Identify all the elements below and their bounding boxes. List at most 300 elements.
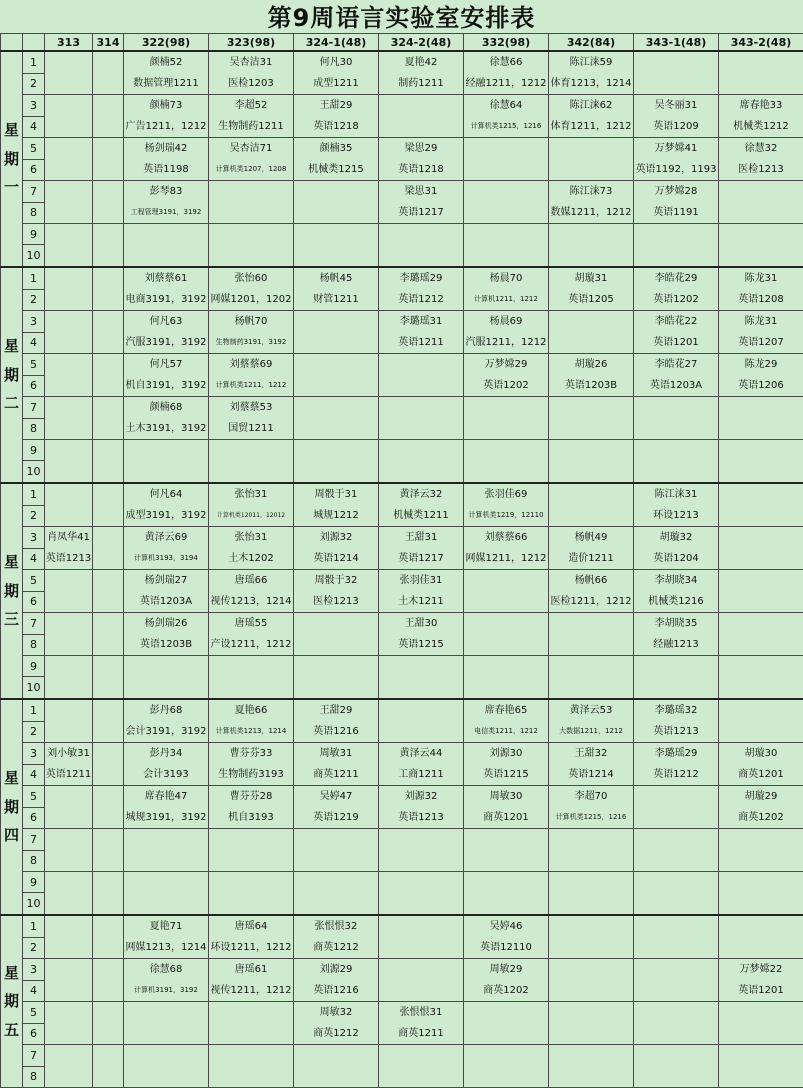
class-group bbox=[464, 591, 548, 612]
class-group bbox=[45, 461, 92, 482]
slot-cell bbox=[719, 743, 803, 786]
teacher-count bbox=[124, 872, 208, 893]
slot-cell bbox=[124, 1045, 209, 1088]
room-header: 332(98) bbox=[464, 34, 549, 52]
slot-cell bbox=[45, 440, 93, 484]
day-label-char: 三 bbox=[1, 605, 22, 634]
teacher-count: 曹芬芬33 bbox=[209, 743, 293, 764]
period-number: 2 bbox=[23, 937, 45, 959]
teacher-count: 陈江涞59 bbox=[549, 52, 633, 73]
slot-cell bbox=[634, 354, 719, 397]
teacher-count: 周敏32 bbox=[294, 1002, 378, 1023]
class-group: 数据管理1211 bbox=[124, 73, 208, 94]
class-group: 环设1213 bbox=[634, 505, 718, 526]
class-group bbox=[634, 73, 718, 94]
slot-cell bbox=[549, 311, 634, 354]
slot-cell bbox=[93, 527, 124, 570]
class-group: 英语1191 bbox=[634, 202, 718, 223]
slot-cell bbox=[294, 181, 379, 224]
teacher-count: 刘蔡蔡61 bbox=[124, 268, 208, 289]
period-number: 2 bbox=[23, 505, 45, 527]
corner-cell bbox=[1, 34, 23, 52]
period-row bbox=[1, 786, 803, 808]
slot-cell bbox=[124, 570, 209, 613]
slot-cell bbox=[549, 51, 634, 95]
room-header: 324-2(48) bbox=[379, 34, 464, 52]
class-group: 商英1202 bbox=[719, 807, 803, 828]
teacher-count: 徐慧66 bbox=[464, 52, 548, 73]
slot-cell bbox=[719, 267, 803, 311]
teacher-count bbox=[719, 829, 803, 850]
class-group bbox=[45, 893, 92, 914]
slot-cell bbox=[719, 527, 803, 570]
teacher-count bbox=[549, 959, 633, 980]
slot-cell bbox=[634, 915, 719, 959]
class-group bbox=[93, 591, 123, 612]
slot-cell bbox=[93, 656, 124, 700]
slot-cell bbox=[379, 181, 464, 224]
period-number: 6 bbox=[23, 1023, 45, 1045]
class-group bbox=[549, 634, 633, 655]
class-group: 商英1212 bbox=[294, 1023, 378, 1044]
slot-cell bbox=[549, 570, 634, 613]
room-header-row bbox=[1, 34, 803, 52]
class-group: 英语1207 bbox=[719, 332, 803, 353]
teacher-count bbox=[209, 1045, 293, 1066]
period-number: 4 bbox=[23, 548, 45, 570]
slot-cell bbox=[634, 959, 719, 1002]
slot-cell bbox=[294, 138, 379, 181]
slot-cell bbox=[634, 613, 719, 656]
teacher-count bbox=[464, 656, 548, 677]
slot-cell bbox=[549, 138, 634, 181]
class-group bbox=[124, 677, 208, 698]
teacher-count: 张恨恨31 bbox=[379, 1002, 463, 1023]
class-group: 数媒1211，1212 bbox=[549, 202, 633, 223]
period-number: 4 bbox=[23, 116, 45, 138]
class-group: 英语1215 bbox=[379, 634, 463, 655]
slot-cell bbox=[124, 440, 209, 484]
class-group bbox=[634, 807, 718, 828]
teacher-count: 李皓花27 bbox=[634, 354, 718, 375]
class-group bbox=[93, 807, 123, 828]
teacher-count bbox=[379, 224, 463, 245]
slot-cell bbox=[464, 138, 549, 181]
period-number: 8 bbox=[23, 202, 45, 224]
teacher-count bbox=[45, 613, 92, 634]
period-row bbox=[1, 915, 803, 937]
day-label-char: 期 bbox=[1, 793, 22, 822]
teacher-count bbox=[93, 311, 123, 332]
slot-cell bbox=[379, 699, 464, 743]
slot-cell bbox=[45, 1002, 93, 1045]
teacher-count bbox=[209, 224, 293, 245]
teacher-count: 陈龙31 bbox=[719, 311, 803, 332]
class-group: 计算机类1219，12110 bbox=[464, 505, 548, 526]
class-group bbox=[93, 505, 123, 526]
class-group bbox=[464, 1023, 548, 1044]
teacher-count: 何凡57 bbox=[124, 354, 208, 375]
class-group bbox=[45, 202, 92, 223]
class-group bbox=[719, 1066, 803, 1087]
class-group: 英语1219 bbox=[294, 807, 378, 828]
slot-cell bbox=[464, 483, 549, 527]
teacher-count: 刘源30 bbox=[464, 743, 548, 764]
slot-cell bbox=[93, 915, 124, 959]
teacher-count bbox=[93, 786, 123, 807]
teacher-count bbox=[719, 52, 803, 73]
teacher-count bbox=[45, 829, 92, 850]
teacher-count: 吴冬丽31 bbox=[634, 95, 718, 116]
slot-cell bbox=[464, 1002, 549, 1045]
class-group: 土木1202 bbox=[209, 548, 293, 569]
class-group bbox=[719, 677, 803, 698]
class-group bbox=[549, 1066, 633, 1087]
period-row bbox=[1, 570, 803, 592]
class-group bbox=[93, 548, 123, 569]
class-group: 英语1203A bbox=[634, 375, 718, 396]
period-number: 6 bbox=[23, 591, 45, 613]
class-group bbox=[93, 634, 123, 655]
slot-cell bbox=[93, 397, 124, 440]
slot-cell bbox=[379, 1002, 464, 1045]
class-group bbox=[294, 332, 378, 353]
teacher-count: 彭丹68 bbox=[124, 700, 208, 721]
slot-cell bbox=[294, 224, 379, 268]
slot-cell bbox=[45, 829, 93, 872]
teacher-count bbox=[719, 570, 803, 591]
class-group bbox=[294, 375, 378, 396]
teacher-count: 周敏30 bbox=[464, 786, 548, 807]
slot-cell bbox=[719, 483, 803, 527]
teacher-count: 夏艳71 bbox=[124, 916, 208, 937]
slot-cell bbox=[719, 872, 803, 916]
slot-cell bbox=[294, 915, 379, 959]
period-number: 8 bbox=[23, 418, 45, 440]
teacher-count bbox=[549, 311, 633, 332]
period-number: 2 bbox=[23, 73, 45, 95]
slot-cell bbox=[464, 959, 549, 1002]
teacher-count: 肖凤华41 bbox=[45, 527, 92, 548]
period-row bbox=[1, 224, 803, 245]
class-group: 英语1201 bbox=[719, 980, 803, 1001]
teacher-count: 唐瑶66 bbox=[209, 570, 293, 591]
teacher-count bbox=[45, 484, 92, 505]
class-group bbox=[634, 677, 718, 698]
teacher-count: 胡璇29 bbox=[719, 786, 803, 807]
class-group: 英语1213 bbox=[45, 548, 92, 569]
class-group bbox=[719, 245, 803, 266]
class-group bbox=[549, 505, 633, 526]
class-group: 体育1211，1212 bbox=[549, 116, 633, 137]
slot-cell bbox=[549, 1002, 634, 1045]
class-group: 英语1213 bbox=[379, 807, 463, 828]
class-group bbox=[294, 461, 378, 482]
slot-cell bbox=[464, 872, 549, 916]
class-group bbox=[719, 721, 803, 742]
slot-cell bbox=[294, 440, 379, 484]
period-number: 8 bbox=[23, 850, 45, 872]
slot-cell bbox=[209, 959, 294, 1002]
teacher-count bbox=[379, 959, 463, 980]
slot-cell bbox=[464, 267, 549, 311]
teacher-count bbox=[209, 829, 293, 850]
slot-cell bbox=[719, 138, 803, 181]
class-group bbox=[93, 461, 123, 482]
class-group bbox=[719, 937, 803, 958]
day-label-char: 期 bbox=[1, 145, 22, 174]
slot-cell bbox=[93, 872, 124, 916]
class-group: 产设1211，1212 bbox=[209, 634, 293, 655]
class-group: 英语1216 bbox=[294, 980, 378, 1001]
slot-cell bbox=[549, 915, 634, 959]
teacher-count bbox=[93, 527, 123, 548]
class-group bbox=[45, 1066, 92, 1087]
slot-cell bbox=[634, 267, 719, 311]
slot-cell bbox=[93, 570, 124, 613]
teacher-count: 刘源32 bbox=[379, 786, 463, 807]
teacher-count bbox=[634, 916, 718, 937]
slot-cell bbox=[719, 570, 803, 613]
period-row bbox=[1, 743, 803, 765]
slot-cell bbox=[93, 95, 124, 138]
slot-cell bbox=[464, 613, 549, 656]
day-label-char: 二 bbox=[1, 389, 22, 418]
slot-cell bbox=[549, 613, 634, 656]
teacher-count bbox=[549, 1002, 633, 1023]
room-header: 324-1(48) bbox=[294, 34, 379, 52]
slot-cell bbox=[634, 786, 719, 829]
class-group: 计算机类1207，1208 bbox=[209, 159, 293, 180]
teacher-count bbox=[93, 95, 123, 116]
teacher-count bbox=[719, 613, 803, 634]
slot-cell bbox=[379, 915, 464, 959]
room-header: 343-2(48) bbox=[719, 34, 803, 52]
period-number: 6 bbox=[23, 807, 45, 829]
teacher-count: 陈龙31 bbox=[719, 268, 803, 289]
slot-cell bbox=[209, 311, 294, 354]
class-group: 视传1213，1214 bbox=[209, 591, 293, 612]
teacher-count bbox=[464, 1045, 548, 1066]
slot-cell bbox=[294, 699, 379, 743]
class-group bbox=[93, 850, 123, 871]
class-group: 国贸1211 bbox=[209, 418, 293, 439]
class-group bbox=[719, 505, 803, 526]
period-number: 10 bbox=[23, 677, 45, 699]
class-group bbox=[379, 375, 463, 396]
period-number: 4 bbox=[23, 332, 45, 354]
class-group bbox=[45, 937, 92, 958]
period-number: 3 bbox=[23, 959, 45, 981]
teacher-count bbox=[93, 1002, 123, 1023]
slot-cell bbox=[294, 397, 379, 440]
slot-cell bbox=[45, 51, 93, 95]
teacher-count bbox=[124, 656, 208, 677]
page-title: 第9周语言实验室安排表 bbox=[0, 0, 803, 34]
class-group bbox=[634, 893, 718, 914]
class-group: 计算机类12011，12012 bbox=[209, 505, 293, 526]
teacher-count bbox=[379, 872, 463, 893]
class-group: 汽服3191，3192 bbox=[124, 332, 208, 353]
teacher-count bbox=[93, 397, 123, 418]
teacher-count: 颜楠35 bbox=[294, 138, 378, 159]
slot-cell bbox=[93, 224, 124, 268]
class-group bbox=[45, 591, 92, 612]
class-group: 英语1205 bbox=[549, 289, 633, 310]
slot-cell bbox=[719, 959, 803, 1002]
teacher-count: 李皓花29 bbox=[634, 268, 718, 289]
class-group: 城规3191，3192 bbox=[124, 807, 208, 828]
class-group: 会计3193 bbox=[124, 764, 208, 785]
teacher-count bbox=[45, 138, 92, 159]
class-group bbox=[45, 1023, 92, 1044]
slot-cell bbox=[294, 570, 379, 613]
period-row bbox=[1, 51, 803, 73]
slot-cell bbox=[634, 656, 719, 700]
teacher-count bbox=[464, 570, 548, 591]
class-group bbox=[45, 505, 92, 526]
class-group: 计算机3193，3194 bbox=[124, 548, 208, 569]
teacher-count bbox=[294, 656, 378, 677]
class-group: 英语1198 bbox=[124, 159, 208, 180]
period-number: 5 bbox=[23, 570, 45, 592]
teacher-count: 徐慧32 bbox=[719, 138, 803, 159]
slot-cell bbox=[209, 872, 294, 916]
teacher-count: 李璐瑶29 bbox=[634, 743, 718, 764]
teacher-count: 杨帆49 bbox=[549, 527, 633, 548]
class-group bbox=[294, 245, 378, 266]
teacher-count bbox=[93, 656, 123, 677]
slot-cell bbox=[634, 51, 719, 95]
teacher-count bbox=[93, 570, 123, 591]
teacher-count: 王甜29 bbox=[294, 700, 378, 721]
slot-cell bbox=[209, 1045, 294, 1088]
class-group bbox=[209, 677, 293, 698]
teacher-count: 杨剑瑞26 bbox=[124, 613, 208, 634]
class-group bbox=[379, 1066, 463, 1087]
teacher-count: 王甜32 bbox=[549, 743, 633, 764]
slot-cell bbox=[209, 570, 294, 613]
teacher-count: 胡璇31 bbox=[549, 268, 633, 289]
class-group bbox=[719, 73, 803, 94]
class-group bbox=[209, 1066, 293, 1087]
class-group: 英语1218 bbox=[379, 159, 463, 180]
class-group: 英语1217 bbox=[379, 202, 463, 223]
teacher-count: 李胡晓34 bbox=[634, 570, 718, 591]
teacher-count: 刘源32 bbox=[294, 527, 378, 548]
slot-cell bbox=[294, 656, 379, 700]
class-group bbox=[634, 1066, 718, 1087]
period-row bbox=[1, 656, 803, 677]
slot-cell bbox=[719, 95, 803, 138]
teacher-count bbox=[93, 872, 123, 893]
slot-cell bbox=[719, 656, 803, 700]
class-group: 计算机1211，1212 bbox=[464, 289, 548, 310]
day-label-char: 一 bbox=[1, 173, 22, 202]
slot-cell bbox=[124, 354, 209, 397]
teacher-count bbox=[124, 829, 208, 850]
teacher-count bbox=[93, 268, 123, 289]
teacher-count bbox=[93, 138, 123, 159]
teacher-count bbox=[93, 224, 123, 245]
class-group bbox=[93, 980, 123, 1001]
teacher-count: 胡璇26 bbox=[549, 354, 633, 375]
slot-cell bbox=[634, 872, 719, 916]
corner-cell bbox=[23, 34, 45, 52]
class-group bbox=[379, 677, 463, 698]
slot-cell bbox=[379, 267, 464, 311]
class-group: 电商3191，3192 bbox=[124, 289, 208, 310]
slot-cell bbox=[634, 440, 719, 484]
teacher-count: 张羽佳69 bbox=[464, 484, 548, 505]
teacher-count: 李超52 bbox=[209, 95, 293, 116]
class-group bbox=[124, 850, 208, 871]
teacher-count: 席春艳65 bbox=[464, 700, 548, 721]
class-group: 计算机3191，3192 bbox=[124, 980, 208, 1001]
slot-cell bbox=[634, 95, 719, 138]
slot-cell bbox=[464, 354, 549, 397]
teacher-count bbox=[45, 700, 92, 721]
slot-cell bbox=[379, 51, 464, 95]
period-row bbox=[1, 527, 803, 549]
class-group: 汽服1211，1212 bbox=[464, 332, 548, 353]
teacher-count bbox=[294, 181, 378, 202]
class-group: 财管1211 bbox=[294, 289, 378, 310]
class-group bbox=[634, 245, 718, 266]
class-group: 英语1216 bbox=[294, 721, 378, 742]
slot-cell bbox=[464, 51, 549, 95]
slot-cell bbox=[549, 872, 634, 916]
teacher-count: 张怡31 bbox=[209, 484, 293, 505]
period-row bbox=[1, 267, 803, 289]
class-group bbox=[464, 893, 548, 914]
class-group bbox=[93, 332, 123, 353]
slot-cell bbox=[294, 743, 379, 786]
teacher-count: 刘小敏31 bbox=[45, 743, 92, 764]
teacher-count bbox=[45, 224, 92, 245]
period-number: 7 bbox=[23, 397, 45, 419]
slot-cell bbox=[124, 224, 209, 268]
slot-cell bbox=[209, 224, 294, 268]
teacher-count bbox=[379, 95, 463, 116]
slot-cell bbox=[464, 829, 549, 872]
teacher-count bbox=[93, 743, 123, 764]
teacher-count: 彭丹34 bbox=[124, 743, 208, 764]
period-number: 7 bbox=[23, 613, 45, 635]
slot-cell bbox=[719, 311, 803, 354]
class-group bbox=[719, 461, 803, 482]
teacher-count: 陈江涞62 bbox=[549, 95, 633, 116]
slot-cell bbox=[549, 354, 634, 397]
slot-cell bbox=[124, 699, 209, 743]
slot-cell bbox=[634, 829, 719, 872]
slot-cell bbox=[634, 1045, 719, 1088]
teacher-count: 杨剑瑞27 bbox=[124, 570, 208, 591]
teacher-count: 曹芬芬28 bbox=[209, 786, 293, 807]
period-number: 9 bbox=[23, 656, 45, 677]
class-group bbox=[379, 850, 463, 871]
teacher-count bbox=[45, 656, 92, 677]
teacher-count: 张怡31 bbox=[209, 527, 293, 548]
day-label-char: 期 bbox=[1, 361, 22, 390]
slot-cell bbox=[93, 51, 124, 95]
class-group bbox=[549, 461, 633, 482]
period-row bbox=[1, 872, 803, 893]
slot-cell bbox=[124, 872, 209, 916]
slot-cell bbox=[634, 483, 719, 527]
period-number: 3 bbox=[23, 743, 45, 765]
teacher-count: 李超70 bbox=[549, 786, 633, 807]
